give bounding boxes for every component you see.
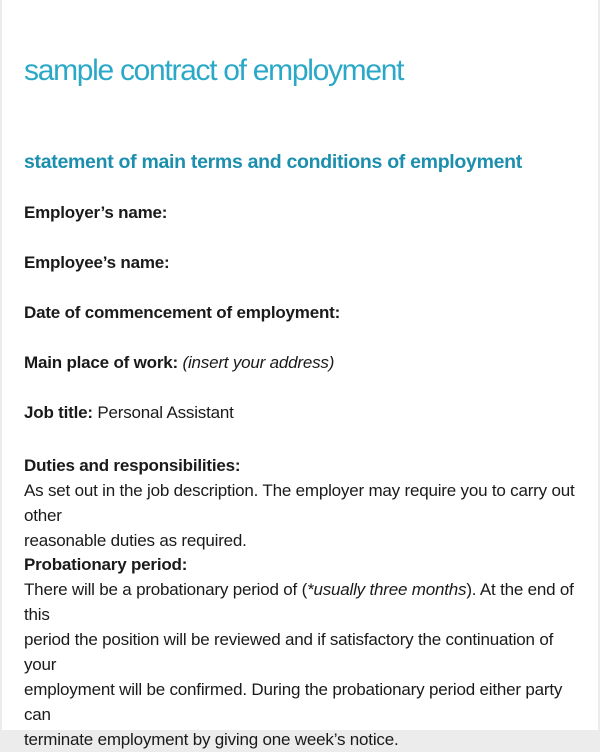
document-subtitle: statement of main terms and conditions of employment [24,151,522,173]
employee-name-field [24,253,169,273]
probation-heading: Probationary period: [24,555,188,574]
duties-section [24,453,584,553]
probation-line-1-post: ). At the end of this [24,580,574,624]
job-title-label: Job title: [24,403,93,422]
employer-name-label: Employer’s name: [24,203,168,222]
job-title-value: Personal Assistant [97,403,234,422]
document-title: sample contract of employment [24,54,404,87]
commencement-date-label: Date of commencement of employment: [24,303,341,322]
probation-line-1-pre: There will be a probationary period of ( [24,580,308,599]
duties-line-1: As set out in the job description. The employer may require you to carry out other [24,481,575,525]
commencement-date-field [24,303,340,323]
duties-line-2: reasonable duties as required. [24,531,247,550]
probation-section [24,552,584,752]
probation-line-2: period the position will be reviewed and if satisfactory the continuation of your [24,630,554,674]
probation-line-4: terminate employment by giving one week’s notice. [24,730,399,749]
duties-heading: Duties and responsibilities: [24,456,241,475]
probation-line-1-italic: *usually three months [307,580,467,599]
employee-name-label: Employee’s name: [24,253,170,272]
place-of-work-field [24,353,334,373]
probation-line-1 [24,577,584,627]
place-of-work-value: (insert your address) [182,353,335,372]
employer-name-field [24,203,167,223]
job-title-field [24,403,234,423]
document-page [2,0,598,749]
place-of-work-label: Main place of work: [24,353,178,372]
probation-line-3: employment will be confirmed. During the probationary period either party can [24,680,563,724]
